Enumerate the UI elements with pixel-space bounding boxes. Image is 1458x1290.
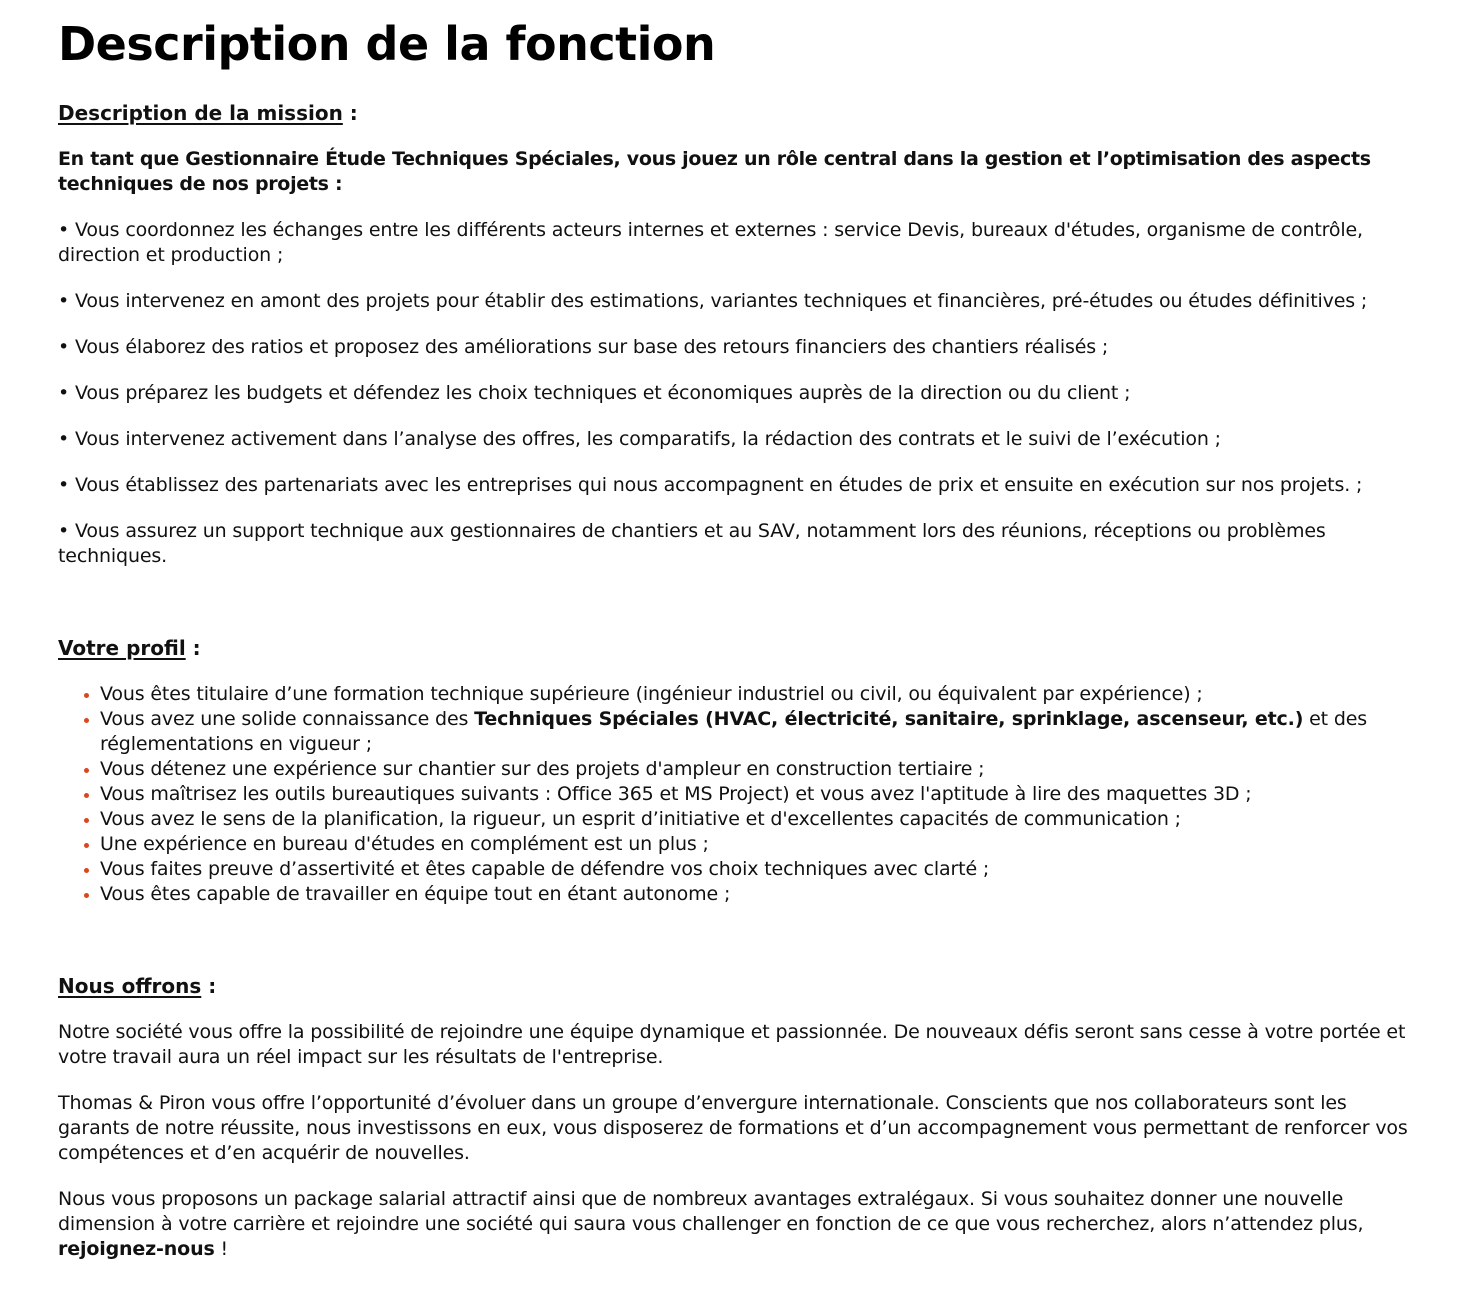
profile-heading bbox=[58, 636, 1424, 661]
bullet-dot-icon bbox=[84, 793, 89, 798]
offer-paragraph-text: Nous vous proposons un package salarial attractif ainsi que de nombreux avantages extralégaux. Si vous souhaitez donner une nouvelle dimension à votre carrière et rejoindre une société qui saura vous challenger en fonction de ce que vous recherchez, alors n’attendez plus, bbox=[58, 1187, 1364, 1235]
mission-item: • Vous préparez les budgets et défendez les choix techniques et économiques auprès de la direction ou du client ; bbox=[58, 381, 1131, 404]
profile-item bbox=[100, 832, 1424, 857]
profile-heading-suffix: : bbox=[185, 635, 201, 660]
offer-heading-label: Nous offrons bbox=[58, 973, 202, 998]
profile-item-text: Vous êtes titulaire d’une formation technique supérieure (ingénieur industriel ou civil, ou équivalent par expérience) ; bbox=[100, 682, 1203, 705]
mission-item: • Vous assurez un support technique aux gestionnaires de chantiers et au SAV, notamment lors des réunions, réceptions ou problèmes techniques. bbox=[58, 519, 1326, 567]
offer-paragraph: Thomas & Piron vous offre l’opportunité d’évoluer dans un groupe d’envergure internationale. Conscients que nos collaborateurs sont les garants de notre réussite, nous investissons en eux, vous disposerez de formations et d’un accompagnement vous permettant de renforcer vos compétences et d’en acquérir de nouvelles. bbox=[58, 1091, 1408, 1164]
profile-item-bold: Techniques Spéciales (HVAC, électricité, sanitaire, sprinklage, ascenseur, etc.) bbox=[474, 707, 1304, 730]
bullet-dot-icon bbox=[84, 768, 89, 773]
mission-heading bbox=[58, 101, 1424, 126]
mission-heading-suffix: : bbox=[342, 100, 358, 125]
offer-heading bbox=[58, 974, 1424, 999]
mission-item: • Vous élaborez des ratios et proposez des améliorations sur base des retours financiers des chantiers réalisés ; bbox=[58, 335, 1109, 358]
mission-item: • Vous coordonnez les échanges entre les différents acteurs internes et externes : service Devis, bureaux d'études, organisme de contrôle, direction et production ; bbox=[58, 218, 1363, 266]
profile-heading-label: Votre profil bbox=[58, 635, 186, 660]
profile-item-text: Vous êtes capable de travailler en équipe tout en étant autonome ; bbox=[100, 882, 731, 905]
page-title: Description de la fonction bbox=[58, 17, 716, 71]
section-spacer bbox=[58, 907, 1424, 974]
mission-item: • Vous intervenez activement dans l’analyse des offres, les comparatifs, la rédaction des contrats et le suivi de l’exécution ; bbox=[58, 427, 1221, 450]
offer-paragraph-bold: rejoignez-nous bbox=[58, 1237, 215, 1260]
bullet-dot-icon bbox=[84, 843, 89, 848]
mission-item: • Vous établissez des partenariats avec les entreprises qui nous accompagnent en études de prix et ensuite en exécution sur nos projets. ; bbox=[58, 473, 1363, 496]
profile-item-text: Vous détenez une expérience sur chantier sur des projets d'ampleur en construction tertiaire ; bbox=[100, 757, 985, 780]
section-spacer bbox=[58, 590, 1424, 636]
profile-item-text: Vous avez le sens de la planification, la rigueur, un esprit d’initiative et d'excellentes capacités de communication ; bbox=[100, 807, 1181, 830]
profile-item-text: Vous maîtrisez les outils bureautiques suivants : Office 365 et MS Project) et vous avez l'aptitude à lire des maquettes 3D ; bbox=[100, 782, 1252, 805]
profile-item bbox=[100, 882, 1424, 907]
profile-item bbox=[100, 682, 1424, 707]
mission-lead: En tant que Gestionnaire Étude Techniques Spéciales, vous jouez un rôle central dans la gestion et l’optimisation des aspects techniques de nos projets : bbox=[58, 147, 1371, 195]
profile-item bbox=[100, 857, 1424, 882]
profile-item bbox=[100, 807, 1424, 832]
bullet-dot-icon bbox=[84, 718, 89, 723]
bullet-dot-icon bbox=[84, 868, 89, 873]
bullet-dot-icon bbox=[84, 893, 89, 898]
profile-item-text: Vous faites preuve d’assertivité et êtes capable de défendre vos choix techniques avec clarté ; bbox=[100, 857, 990, 880]
offer-heading-suffix: : bbox=[201, 973, 217, 998]
profile-item bbox=[100, 707, 1424, 757]
profile-item-text: Une expérience en bureau d'études en complément est un plus ; bbox=[100, 832, 709, 855]
profile-item-text: et des réglementations en vigueur ; bbox=[100, 707, 1368, 755]
offer-paragraph: Notre société vous offre la possibilité de rejoindre une équipe dynamique et passionnée. De nouveaux défis seront sans cesse à votre portée et votre travail aura un réel impact sur les résultats de l'entreprise. bbox=[58, 1020, 1406, 1068]
profile-item-text: Vous avez une solide connaissance des bbox=[100, 707, 475, 730]
offer-paragraph-text: ! bbox=[214, 1237, 228, 1260]
bullet-dot-icon bbox=[84, 818, 89, 823]
offer-paragraph bbox=[58, 1187, 1424, 1262]
mission-heading-label: Description de la mission bbox=[58, 100, 343, 125]
profile-list bbox=[100, 682, 1424, 907]
profile-item bbox=[100, 782, 1424, 807]
profile-item bbox=[100, 757, 1424, 782]
bullet-dot-icon bbox=[84, 693, 89, 698]
mission-item: • Vous intervenez en amont des projets pour établir des estimations, variantes techniques et financières, pré-études ou études définitives ; bbox=[58, 289, 1368, 312]
